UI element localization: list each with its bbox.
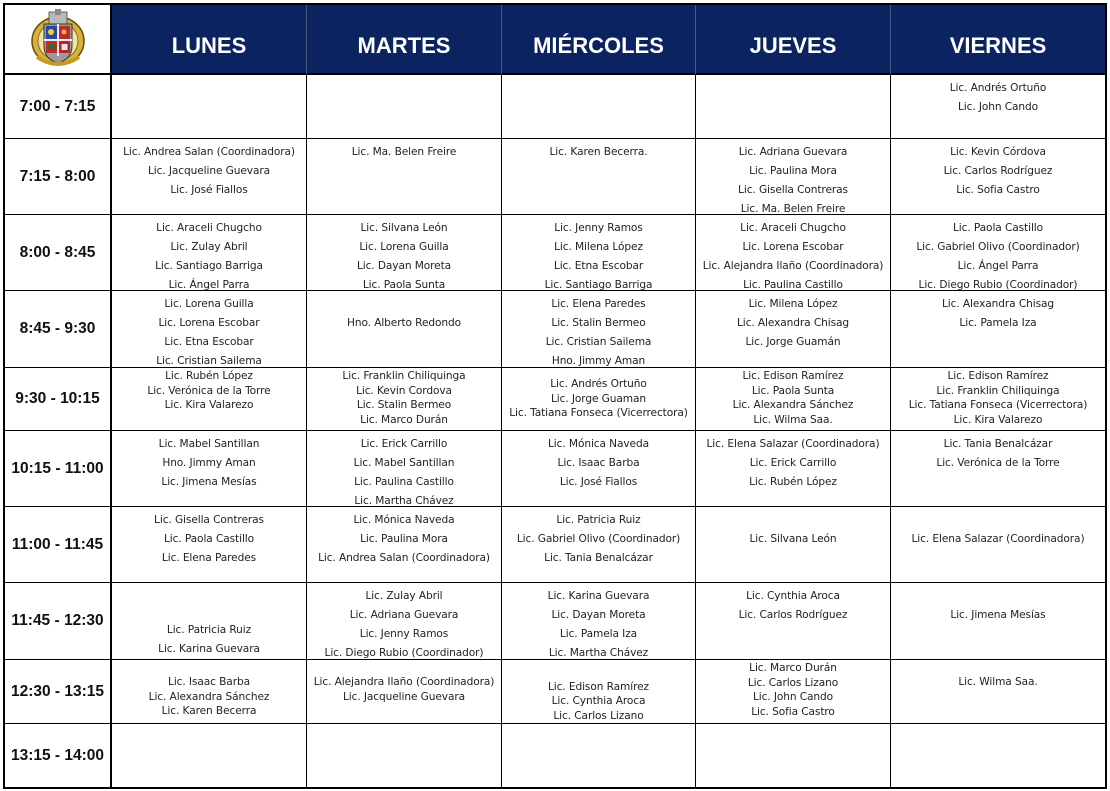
teacher-name: Lic. Lorena Guilla	[359, 241, 449, 253]
schedule-cell	[502, 660, 696, 724]
time-slot-label: 11:00 - 11:45	[5, 507, 112, 583]
teacher-name: Lic. Andrés Ortuño	[550, 378, 647, 391]
schedule-cell	[112, 507, 307, 583]
teacher-name: Lic. Cristian Sailema	[156, 355, 262, 367]
teacher-name: Lic. Rubén López	[165, 370, 253, 382]
teacher-name: Lic. Marco Durán	[749, 662, 837, 674]
schedule-cell	[696, 368, 891, 431]
teacher-name: Lic. Elena Paredes	[161, 552, 257, 564]
teacher-name: Hno. Jimmy Aman	[551, 355, 646, 367]
teacher-name: Lic. Jimena Mesías	[161, 476, 257, 488]
teacher-name: Lic. Mónica Naveda	[353, 514, 455, 526]
teacher-name: Lic. Pamela Iza	[559, 628, 638, 640]
teacher-name: Lic. Patricia Ruiz	[556, 514, 641, 526]
teacher-name: Lic. Cristian Sailema	[545, 336, 652, 348]
teacher-name: Lic. Carlos Rodríguez	[738, 609, 848, 621]
schedule-cell	[696, 75, 891, 139]
teacher-name: Lic. Alexandra Sánchez	[148, 690, 270, 703]
teacher-name: Lic. Karen Becerra.	[549, 146, 648, 158]
teacher-name: Lic. Dayan Moreta	[356, 260, 452, 272]
teacher-name: Lic. Araceli Chugcho	[740, 222, 846, 234]
teacher-name: Lic. Carlos Lizano	[553, 709, 644, 722]
teacher-name: Lic. Mabel Santillan	[353, 457, 455, 469]
teacher-name: Lic. Milena López	[748, 298, 838, 310]
teacher-name: Lic. Alejandra Ilaño (Coordinadora)	[313, 676, 495, 688]
teacher-name: Lic. Paola Sunta	[751, 384, 835, 397]
header-day-jueves: JUEVES	[696, 5, 891, 75]
teacher-name: Lic. Kira Valarezo	[164, 399, 254, 411]
teacher-name: Lic. Karen Becerra	[161, 705, 257, 717]
teacher-name: Hno. Jimmy Aman	[162, 457, 256, 469]
teacher-name: Lic. Carlos Lizano	[747, 676, 839, 689]
schedule-cell	[502, 215, 696, 291]
teacher-name: Lic. Paulina Mora	[749, 165, 837, 177]
schedule-cell	[891, 139, 1105, 215]
schedule-cell	[307, 75, 502, 139]
teacher-name: Lic. Milena López	[554, 241, 643, 253]
schedule-cell	[307, 431, 502, 507]
teacher-name: Lic. Gisella Contreras	[738, 184, 848, 196]
schedule-cell	[891, 291, 1105, 368]
teacher-name: Lic. Stalin Bermeo	[551, 317, 646, 329]
time-slot-label: 7:15 - 8:00	[5, 139, 112, 215]
teacher-name: Lic. Paulina Castillo	[743, 279, 843, 291]
teacher-name: Lic. Adriana Guevara	[738, 146, 848, 158]
schedule-cell	[502, 291, 696, 368]
teacher-name: Lic. Marco Durán	[360, 413, 448, 426]
teacher-name: Lic. Alejandra Ilaño (Coordinadora)	[702, 260, 884, 272]
teacher-name: Lic. Wilma Saa.	[753, 413, 833, 426]
teacher-name: Lic. Edison Ramírez	[742, 370, 844, 382]
schedule-cell	[696, 139, 891, 215]
teacher-name: Lic. Jorge Guamán	[745, 336, 841, 348]
schedule-cell	[307, 291, 502, 368]
teacher-name: Lic. Martha Chávez	[548, 647, 649, 659]
schedule-cell	[696, 431, 891, 507]
teacher-name: Lic. Jorge Guaman	[550, 392, 647, 405]
teacher-name: Lic. Andrés Ortuño	[949, 82, 1047, 94]
schedule-cell	[112, 583, 307, 660]
schedule-cell	[307, 368, 502, 431]
schedule-cell	[112, 215, 307, 291]
teacher-name: Lic. Silvana León	[749, 533, 837, 545]
teacher-name: Lic. Santiago Barriga	[155, 260, 263, 272]
teacher-name: Lic. Karina Guevara	[158, 643, 260, 655]
time-slot-label: 8:45 - 9:30	[5, 291, 112, 368]
teacher-name: Lic. Alexandra Chisag	[736, 317, 850, 329]
time-slot-label: 12:30 - 13:15	[5, 660, 112, 724]
teacher-name: Lic. Adriana Guevara	[349, 609, 459, 621]
schedule-cell	[307, 139, 502, 215]
teacher-name: Lic. Kevin Córdova	[950, 146, 1046, 158]
teacher-name: Lic. Patricia Ruiz	[166, 624, 252, 636]
schedule-cell	[307, 660, 502, 724]
teacher-name: Lic. Martha Chávez	[354, 495, 454, 507]
schedule-cell	[502, 724, 696, 787]
teacher-name: Lic. Franklin Chiliquinga	[342, 370, 466, 382]
schedule-cell	[891, 507, 1105, 583]
teacher-name: Lic. Zulay Abril	[170, 241, 248, 253]
teacher-name: Lic. Jacqueline Guevara	[342, 690, 466, 703]
teacher-name: Lic. Jenny Ramos	[554, 222, 643, 234]
teacher-name: Lic. Verónica de la Torre	[147, 384, 271, 397]
teacher-name: Lic. Kira Valarezo	[953, 413, 1043, 426]
teacher-name: Lic. Elena Salazar (Coordinadora)	[911, 533, 1085, 545]
teacher-name: Lic. Jimena Mesías	[950, 609, 1046, 621]
teacher-name: Lic. Verónica de la Torre	[936, 457, 1060, 469]
logo-cell	[5, 5, 112, 75]
schedule-cell	[502, 139, 696, 215]
schedule-cell	[891, 431, 1105, 507]
schedule-cell	[502, 431, 696, 507]
teacher-name: Lic. Paola Sunta	[362, 279, 446, 291]
teacher-name: Lic. Lorena Escobar	[742, 241, 844, 253]
teacher-name: Lic. Gabriel Olivo (Coordinador)	[916, 241, 1080, 253]
teacher-name: Lic. Ángel Parra	[957, 260, 1039, 272]
teacher-name: Lic. Alexandra Sánchez	[732, 399, 854, 411]
schedule-cell	[307, 583, 502, 660]
schedule-cell	[891, 215, 1105, 291]
time-slot-label: 7:00 - 7:15	[5, 75, 112, 139]
teacher-name: Lic. Kevin Cordova	[356, 384, 452, 397]
teacher-name: Lic. Zulay Abril	[365, 590, 443, 602]
teacher-name: Lic. Isaac Barba	[557, 457, 640, 469]
teacher-name: Lic. Ángel Parra	[168, 279, 250, 291]
teacher-name: Lic. Araceli Chugcho	[156, 222, 262, 234]
teacher-name: Lic. Gisella Contreras	[154, 514, 264, 526]
teacher-name: Hno. Alberto Redondo	[346, 317, 462, 329]
header-day-viernes: VIERNES	[891, 5, 1105, 75]
header-day-lunes: LUNES	[112, 5, 307, 75]
header-day-martes: MARTES	[307, 5, 502, 75]
schedule-cell	[112, 291, 307, 368]
schedule-cell	[502, 583, 696, 660]
schedule-cell	[891, 660, 1105, 724]
schedule-cell	[696, 583, 891, 660]
schedule-cell	[112, 368, 307, 431]
teacher-name: Lic. Cynthia Aroca	[746, 590, 840, 602]
teacher-name: Lic. Edison Ramírez	[547, 680, 650, 693]
teacher-name: Lic. José Fiallos	[559, 476, 638, 488]
schedule-cell	[112, 660, 307, 724]
teacher-name: Lic. Carlos Rodríguez	[943, 165, 1053, 177]
teacher-name: Lic. John Cando	[957, 101, 1039, 113]
teacher-name: Lic. Isaac Barba	[168, 676, 250, 688]
schedule-cell	[696, 291, 891, 368]
schedule-cell	[696, 507, 891, 583]
teacher-name: Lic. Edison Ramírez	[947, 370, 1049, 382]
teacher-name: Lic. Silvana León	[360, 222, 448, 234]
schedule-cell	[696, 724, 891, 787]
teacher-name: Lic. Diego Rubio (Coordinador)	[918, 279, 1078, 291]
teacher-name: Lic. José Fiallos	[170, 184, 248, 196]
time-slot-label: 10:15 - 11:00	[5, 431, 112, 507]
schedule-cell	[307, 507, 502, 583]
teacher-name: Lic. John Cando	[752, 691, 834, 703]
teacher-name: Lic. Gabriel Olivo (Coordinador)	[516, 533, 681, 545]
teacher-name: Lic. Franklin Chiliquinga	[936, 384, 1060, 397]
schedule-cell	[112, 724, 307, 787]
teacher-name: Lic. Jacqueline Guevara	[147, 165, 271, 177]
teacher-name: Lic. Etna Escobar	[164, 336, 254, 348]
time-slot-label: 13:15 - 14:00	[5, 724, 112, 787]
teacher-name: Lic. Pamela Iza	[959, 317, 1037, 329]
teacher-name: Lic. Lorena Guilla	[164, 298, 254, 310]
teacher-name: Lic. Mabel Santillan	[158, 438, 260, 450]
teacher-name: Lic. Tania Benalcázar	[544, 552, 653, 564]
school-crest-logo-icon	[29, 9, 87, 69]
teacher-name: Lic. Paola Castillo	[163, 533, 255, 545]
schedule-cell	[112, 431, 307, 507]
teacher-name: Lic. Paulina Mora	[360, 533, 448, 545]
teacher-name: Lic. Ma. Belen Freire	[740, 203, 846, 215]
teacher-name: Lic. Tania Benalcázar	[943, 438, 1053, 450]
time-slot-label: 8:00 - 8:45	[5, 215, 112, 291]
teacher-name: Lic. Alexandra Chisag	[941, 298, 1055, 310]
schedule-cell	[307, 215, 502, 291]
teacher-name: Lic. Paulina Castillo	[354, 476, 454, 488]
teacher-name: Lic. Andrea Salan (Coordinadora)	[123, 146, 295, 158]
schedule-cell	[502, 507, 696, 583]
teacher-name: Lic. Stalin Bermeo	[356, 399, 452, 411]
teacher-name: Lic. Mónica Naveda	[548, 438, 649, 450]
teacher-name: Lic. Tatiana Fonseca (Vicerrectora)	[908, 399, 1088, 411]
teacher-name: Lic. Jenny Ramos	[359, 628, 449, 640]
teacher-name: Lic. Paola Castillo	[952, 222, 1044, 234]
teacher-name: Lic. Wilma Saa.	[958, 676, 1038, 688]
teacher-name: Lic. Rubén López	[749, 476, 837, 488]
schedule-cell	[307, 724, 502, 787]
teacher-name: Lic. Erick Carrillo	[749, 457, 837, 469]
teacher-name: Lic. Lorena Escobar	[158, 317, 260, 329]
schedule-cell	[891, 75, 1105, 139]
teacher-name: Lic. Diego Rubio (Coordinador)	[324, 647, 484, 659]
teacher-name: Lic. Tatiana Fonseca (Vicerrectora)	[509, 407, 688, 420]
teacher-name: Lic. Sofia Castro	[956, 184, 1040, 196]
time-slot-label: 9:30 - 10:15	[5, 368, 112, 431]
teacher-name: Lic. Santiago Barriga	[544, 279, 653, 291]
teacher-name: Lic. Elena Salazar (Coordinadora)	[706, 438, 880, 450]
teacher-name: Lic. Cynthia Aroca	[551, 695, 646, 707]
schedule-cell	[502, 75, 696, 139]
teacher-name: Lic. Sofia Castro	[751, 705, 835, 718]
teacher-name: Lic. Elena Paredes	[551, 298, 646, 310]
schedule-cell	[891, 368, 1105, 431]
teacher-name: Lic. Etna Escobar	[553, 260, 644, 272]
teacher-name: Lic. Andrea Salan (Coordinadora)	[318, 552, 490, 564]
schedule-cell	[502, 368, 696, 431]
schedule-cell	[891, 724, 1105, 787]
schedule-cell	[112, 75, 307, 139]
teacher-name: Lic. Erick Carrillo	[360, 438, 448, 450]
header-day-miercoles: MIÉRCOLES	[502, 5, 696, 75]
schedule-table	[3, 3, 1107, 789]
schedule-cell	[696, 215, 891, 291]
teacher-name: Lic. Ma. Belen Freire	[351, 146, 457, 158]
schedule-cell	[891, 583, 1105, 660]
schedule-cell	[112, 139, 307, 215]
schedule-cell	[696, 660, 891, 724]
teacher-name: Lic. Dayan Moreta	[551, 609, 646, 621]
time-slot-label: 11:45 - 12:30	[5, 583, 112, 660]
teacher-name: Lic. Karina Guevara	[547, 590, 650, 602]
